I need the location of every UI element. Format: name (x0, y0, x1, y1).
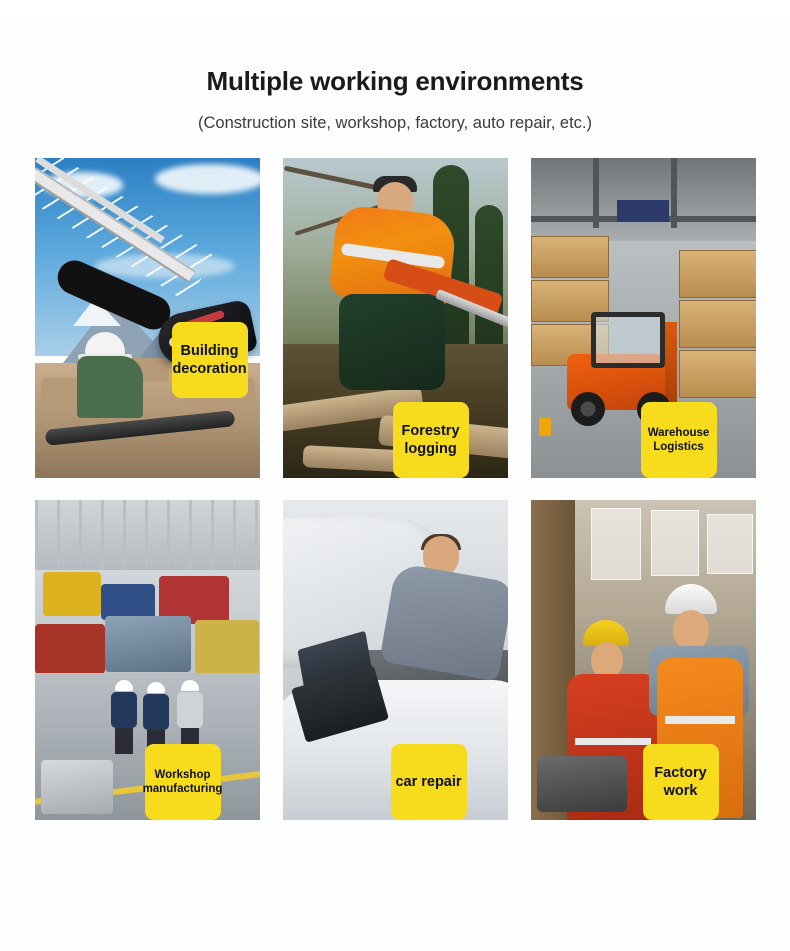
machine-shape (101, 584, 155, 620)
card-warehouse-logistics[interactable] (531, 158, 756, 478)
hard-hat-shape (147, 682, 165, 693)
machine-shape (105, 616, 191, 672)
worker-body-shape (111, 692, 137, 728)
reflective-stripe-shape (665, 716, 735, 724)
work-trousers-shape (339, 294, 445, 390)
forklift-cab (591, 312, 665, 368)
card-label-line2: work (663, 783, 698, 799)
card-factory-work[interactable] (531, 500, 756, 820)
promo-page (0, 17, 790, 951)
card-label-line1: Building (180, 342, 239, 359)
machine-shape (195, 620, 259, 680)
construction-worker-figure (73, 332, 147, 418)
card-label-factory-work[interactable] (643, 744, 719, 820)
card-label-warehouse-logistics[interactable] (641, 402, 717, 478)
hard-hat-shape (115, 680, 133, 691)
card-label-line2: logging (404, 441, 457, 457)
cloud-shape (155, 164, 260, 194)
page-subtitle: (Construction site, workshop, factory, auto repair, etc.) (197, 114, 593, 132)
card-label-line1: Workshop (154, 768, 211, 781)
worker-figure (177, 680, 203, 754)
hard-hat-shape (181, 680, 199, 691)
worker-body-shape (177, 692, 203, 728)
photo-building-decoration (35, 158, 260, 478)
factory-machine-shape (537, 756, 627, 812)
card-label-building-decoration[interactable] (172, 322, 248, 398)
card-label-line2: manufacturing (142, 783, 223, 795)
face-shape (673, 610, 709, 650)
pallet-shape (531, 236, 609, 278)
worker-body-shape (143, 694, 169, 730)
card-building-decoration[interactable] (35, 158, 260, 478)
machine-shape (43, 572, 101, 616)
roof-beam (593, 158, 599, 228)
card-label-car-repair[interactable] (391, 744, 467, 820)
reflective-stripe-shape (575, 738, 651, 745)
factory-window (707, 514, 753, 574)
card-label-line1: car repair (395, 773, 462, 790)
worker-figure (111, 680, 137, 754)
blue-rack-shape (617, 200, 669, 222)
card-car-repair[interactable] (283, 500, 508, 820)
pallet-shape (679, 250, 756, 298)
pallet-shape (679, 350, 756, 398)
factory-window (651, 510, 699, 576)
card-label-line2: Logistics (653, 441, 704, 453)
card-label-line2: decoration (172, 361, 247, 377)
machine-shape (41, 760, 113, 814)
card-label-workshop-manufacturing[interactable] (142, 744, 223, 820)
card-label-line1: Forestry (401, 422, 460, 439)
card-workshop-manufacturing[interactable] (35, 500, 260, 820)
worker-legs-shape (115, 728, 133, 754)
hard-hat-shape (85, 332, 125, 356)
card-label-line1: Factory (654, 764, 707, 781)
card-forestry-logging[interactable] (283, 158, 508, 478)
roof-beam (671, 158, 677, 228)
card-label-line1: Warehouse (647, 426, 710, 439)
factory-window (591, 508, 641, 580)
roof-truss (35, 500, 260, 570)
mechanic-figure (379, 536, 508, 716)
pallet-shape (679, 300, 756, 348)
environment-grid (0, 158, 790, 820)
worker-body-shape (77, 356, 143, 418)
face-shape (591, 642, 623, 678)
card-label-forestry-logging[interactable] (393, 402, 469, 478)
page-title: Multiple working environments (206, 66, 584, 97)
machine-shape (35, 624, 105, 674)
work-shirt-shape (379, 562, 508, 681)
forklift-wheel (571, 392, 605, 426)
safety-light-shape (539, 418, 551, 436)
